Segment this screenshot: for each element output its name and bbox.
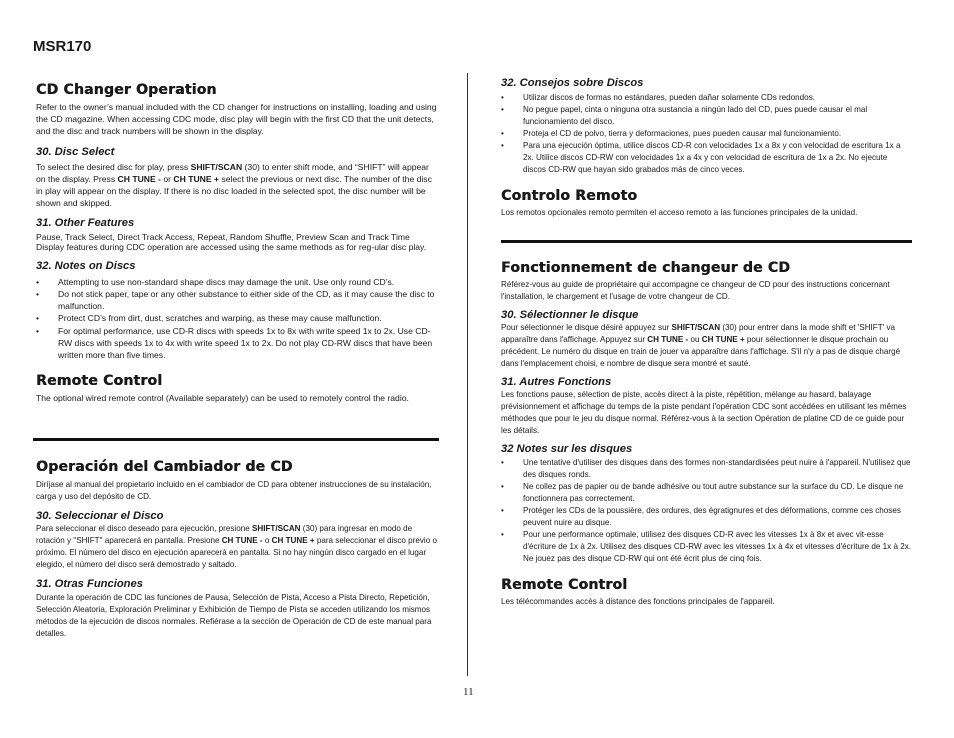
- model-name: MSR170: [33, 38, 92, 55]
- en-disc-select-body: To select the desired disc for play, press SHIFT/SCAN (30) to enter shift mode, and “SHIFT” will appear on the display. Press CH TUNE - or CH TUNE + select the previous or next disc. The number of the disc in play will appear on the display. If there is no disc loaded in the selected spot, the disc number will be shown and skipped.: [36, 161, 432, 209]
- es-other-body: Durante la operación de CDC las funciones de Pausa, Selección de Pista, Acceso a Pista Directo, Repetición, Selección Aleatoria, Exploración Preliminar y Exhibición de Tiempo de Pista se acceden utilizando los mismos métodos de la ejecución de discos normales. Refiérase a la sección de Operación de CD de este manual para detalles.: [36, 593, 432, 638]
- list-item: • Protect CD’s from dirt, dust, scratches and warping, as these may cause malfunction.: [36, 312, 440, 324]
- fr-select-body: Pour sélectionner le disque désiré appuyez sur SHIFT/SCAN (30) pour entrer dans la mode shift et 'SHIFT' va apparaître dans l'affichage. Appuyez sur CH TUNE - ou CH TUNE + pour sélectionner le disque prochain ou précédent. Le numéro du disque en train de jouer va apparaître dans l'affichage. S'il n'y a pas de disque chargé dans l'emplacement choisi, e nombre de disque sera montré et sauté.: [501, 323, 901, 368]
- list-item: • Attempting to use non-standard shape discs may damage the unit. Use only round CD’s.: [36, 276, 440, 288]
- es-section-title: Operación del Cambiador de CD: [36, 459, 293, 475]
- es-select-title: 30. Seleccionar el Disco: [36, 510, 164, 522]
- fr-section: [501, 260, 911, 608]
- es-select-body: Para seleccionar el disco deseado para ejecución, presione SHIFT/SCAN (30) para ingresar en modo de rotación y "SHIFT" aparecerá en pantalla. Presione CH TUNE - o CH TUNE + para seleccionar el disco previo o próximo. El número del disco en ejecución aparecerá en pantalla. Si no hay ningún disco cargado en el lugar elegido, el número del disco será demostrado y saltado.: [36, 524, 437, 569]
- list-item: • Pour une performance optimale, utilisez des disques CD-R avec les vitesses 1x à 8x et avec vit-esse d'écriture de 1x à 2x. Utilisez des disques CD-RW avec les vitesses 1x à 4x et vitesses d'écriture de 1x à 2x. Ne jouez pas des disque CD-RW qui ont été écrit plus de cinq fois.: [501, 529, 911, 565]
- section-rule: [501, 240, 912, 243]
- fr-notes-list: [501, 457, 911, 565]
- en-disc-select-title: 30. Disc Select: [36, 145, 115, 158]
- es-remote-body: Los remotos opcionales remoto permiten el acceso remoto a las funciones principales de la unidad.: [501, 208, 858, 217]
- en-intro: Refer to the owner’s manual included with the CD changer for instructions on installing, loading and using the CD magazine. When accessing CDC mode, disc play will begin with the first CD that the unit detects, and the disc and track numbers will be shown in the display.: [36, 102, 437, 137]
- fr-remote-body: Les télécommandes accès à distance des fonctions principales de l'appareil.: [501, 597, 775, 606]
- fr-other-title: 31. Autres Fonctions: [501, 376, 612, 388]
- list-item: • Utilizar discos de formas no estándares, pueden dañar solamente CDs redondos.: [501, 92, 911, 104]
- list-item: • Para una ejecución óptima, utilice discos CD-R con velocidades 1x a 8x y con velocidad de escritura 1x a 2x. Utilice discos CD-RW con velocidades 1x a 4x y con velocidad de escritura de 1x a 2x. No ejecute discos CD-RW que hayan sido grabados más de cinco veces.: [501, 140, 911, 176]
- list-item: • Une tentative d'utiliser des disques dans des formes non-standardisées peut nuire à l'appareil. N'utilisez que des disques ronds.: [501, 457, 911, 481]
- section-rule: [33, 438, 439, 441]
- es-tips-title: 32. Consejos sobre Discos: [501, 77, 644, 89]
- list-item: • Ne collez pas de papier ou de bande adhésive ou tout autre substance sur la surface du CD. Le disque ne fonctionnera pas correctement.: [501, 481, 911, 505]
- fr-section-title: Fonctionnement de changeur de CD: [501, 260, 791, 276]
- list-item: • Proteja el CD de polvo, tierra y deformaciones, pues pueden causar mal funcionamiento.: [501, 128, 911, 140]
- fr-intro: Référez-vous au guide de propriétaire qui accompagne ce changeur de CD pour des instructions concernant l'installation, le chargement et l'usage de votre changeur de CD.: [501, 280, 890, 301]
- es-remote-title: Controlo Remoto: [501, 188, 638, 204]
- en-notes-title: 32. Notes on Discs: [36, 259, 136, 272]
- en-other-body: Pause, Track Select, Direct Track Access, Repeat, Random Shuffle, Preview Scan and Track Time Display features during CDC operation are accessed using the same methods as for reg-ular disc play.: [36, 232, 427, 252]
- es-intro: Diríjase al manual del propietario incluido en el cambiador de CD para obtener instrucciones de su instalación, carga y uso del depósito de CD.: [36, 480, 432, 501]
- en-section-title: CD Changer Operation: [36, 82, 217, 98]
- list-item: • Protéger les CDs de la poussière, des ordures, des égratignures et des déformations, comme ces choses peuvent nuire au disque.: [501, 505, 911, 529]
- fr-remote-title: Remote Control: [501, 577, 628, 593]
- es-tips-section: [501, 77, 911, 219]
- page-number: 11: [463, 686, 474, 698]
- en-remote-title: Remote Control: [36, 373, 163, 390]
- fr-other-body: Les fonctions pause, sélection de piste, accès direct à la piste, répétition, mélange au hasard, balayage prévisionnement et affichage du temps de la piste pendant l'opération CDC sont accédées en utilisant les mêmes méthodes que pour le jeu du disque normal. Référez-vous à la section Opération de platine CD de ce guide pour les détails.: [501, 390, 907, 435]
- fr-select-title: 30. Sélectionner le disque: [501, 309, 639, 321]
- es-other-title: 31. Otras Funciones: [36, 578, 143, 590]
- es-section: [36, 459, 440, 640]
- en-other-title: 31. Other Features: [36, 217, 135, 230]
- list-item: • No pegue papel, cinta o ninguna otra sustancia a ningún lado del CD, pues puede causar el mal funcionamiento del disco.: [501, 104, 911, 128]
- fr-notes-title: 32 Notes sur les disques: [501, 443, 633, 455]
- list-item: • Do not stick paper, tape or any other substance to either side of the CD, as it may cause the disc to malfunction.: [36, 288, 440, 312]
- column-divider: [467, 73, 468, 676]
- en-section: [36, 82, 440, 404]
- en-notes-list: [36, 276, 440, 361]
- en-remote-body: The optional wired remote control (Available separately) can be used to remotely control the radio.: [36, 393, 409, 404]
- es-tips-list: [501, 92, 911, 176]
- list-item: • For optimal performance, use CD-R discs with speeds 1x to 8x with write speed 1x to 2x. Use CD-RW discs with speeds 1x to 4x with write speed 1x to 2x. Do not play CD-RW discs that have been written more than five times.: [36, 325, 440, 362]
